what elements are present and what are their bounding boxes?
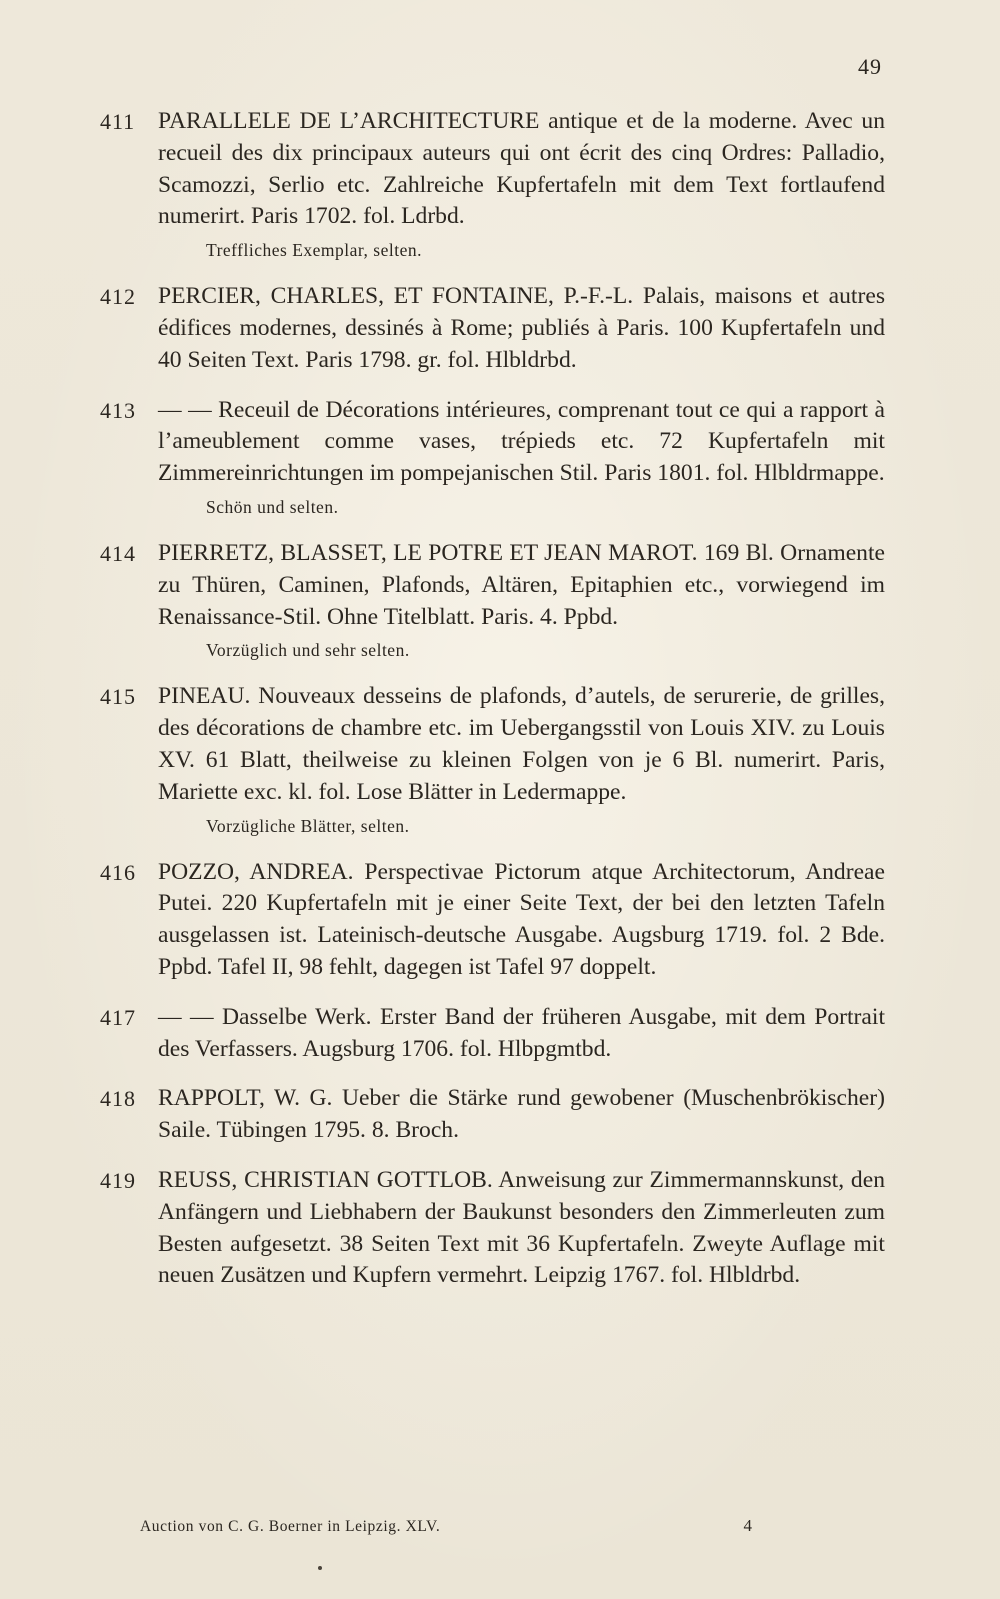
entry-note: Vorzüglich und sehr selten. (206, 640, 410, 661)
entry-text: — — Dasselbe Werk. Erster Band der früheren Ausgabe, mit dem Portrait des Verfassers. Augsburg 1706. fol. Hlbpgmtbd. (158, 1003, 885, 1062)
entry-text: POZZO, ANDREA. Perspectivae Pictorum atque Architectorum, Andreae Putei. 220 Kupfertafeln mit je einer Seite Text, der bei den letzten Tafeln ausgelassen ist. Lateinisch-deutsche Ausgabe. Augsburg 1719. fol. 2 Bde. Ppbd. Tafel II, 98 fehlt, dagegen ist Tafel 97 doppelt. (158, 858, 885, 980)
footer-imprint: Auction von C. G. Boerner in Leipzig. XLV. (140, 1518, 441, 1535)
entry-number: 413 (100, 397, 136, 423)
entry-number: 412 (100, 284, 136, 310)
entry-number: 417 (100, 1004, 136, 1030)
entry-number: 411 (100, 109, 136, 134)
ink-dot (318, 1566, 322, 1570)
entry-number: 418 (100, 1086, 136, 1112)
catalogue-entry-412 (100, 281, 885, 376)
entry-note: Vorzügliche Blätter, selten. (206, 815, 410, 836)
catalogue-entry-414 (100, 538, 885, 663)
entry-number: 419 (100, 1167, 136, 1193)
catalogue-entry-413 (100, 395, 885, 520)
entry-text: PARALLELE DE L’ARCHITECTURE antique et de la moderne. Avec un recueil des dix principaux auteurs qui ont écrit des cinq Ordres: Palladio, Scamozzi, Serlio etc. Zahlreiche Kupfertafeln mit dem Text fortlaufend numerirt. Paris 1702. fol. Ldrbd. (158, 108, 885, 230)
page-number: 49 (858, 54, 882, 79)
entry-text: — — Receuil de Décorations intérieures, comprenant tout ce qui a rapport à l’ameublement comme vases, trépieds etc. 72 Kupfertafeln mit Zimmereinrichtungen im pompejanischen Stil. Paris 1801. fol. Hlbldrmappe. (158, 396, 885, 487)
catalogue-entry-417 (100, 1002, 885, 1066)
entry-text: PINEAU. Nouveaux desseins de plafonds, d’autels, de serurerie, de grilles, des décorations de chambre etc. im Uebergangsstil von Louis XIV. zu Louis XV. 61 Blatt, theilweise zu kleinen Folgen von je 6 Bl. numerirt. Paris, Mariette exc. kl. fol. Lose Blätter in Ledermappe. (158, 683, 885, 805)
entry-list (100, 106, 885, 1310)
signature-mark: 4 (743, 1516, 752, 1535)
catalogue-entry-416 (100, 857, 885, 984)
catalogue-entry-418 (100, 1083, 885, 1147)
entry-note: Schön und selten. (206, 496, 339, 517)
entry-number: 416 (100, 859, 136, 885)
entry-text: PIERRETZ, BLASSET, LE POTRE ET JEAN MAROT. 169 Bl. Ornamente zu Thüren, Caminen, Plafonds, Altären, Epitaphien etc., vorwiegend im Renaissance-Stil. Ohne Titelblatt. Paris. 4. Ppbd. (158, 539, 885, 630)
catalogue-entry-419 (100, 1165, 885, 1292)
catalogue-entry-415 (100, 681, 885, 838)
entry-number: 414 (100, 540, 136, 566)
entry-text: RAPPOLT, W. G. Ueber die Stärke rund gewobener (Muschenbrökischer) Saile. Tübingen 1795. 8. Broch. (158, 1085, 885, 1144)
entry-note: Treffliches Exemplar, selten. (206, 240, 422, 261)
entry-text: PERCIER, CHARLES, ET FONTAINE, P.-F.-L. Palais, maisons et autres édifices modernes, dessinés à Rome; publiés à Paris. 100 Kupfertafeln und 40 Seiten Text. Paris 1798. gr. fol. Hlbldrbd. (158, 283, 885, 373)
entry-text: REUSS, CHRISTIAN GOTTLOB. Anweisung zur Zimmermannskunst, den Anfängern und Liebhabern der Baukunst besonders den Zimmerleuten zum Besten aufgesetzt. 38 Seiten Text mit 36 Kupfertafeln. Zweyte Auflage mit neuen Zusätzen und Kupfern vermehrt. Leipzig 1767. fol. Hlbldrbd. (158, 1166, 885, 1289)
catalogue-entry-411 (100, 106, 885, 263)
entry-number: 415 (100, 684, 136, 710)
